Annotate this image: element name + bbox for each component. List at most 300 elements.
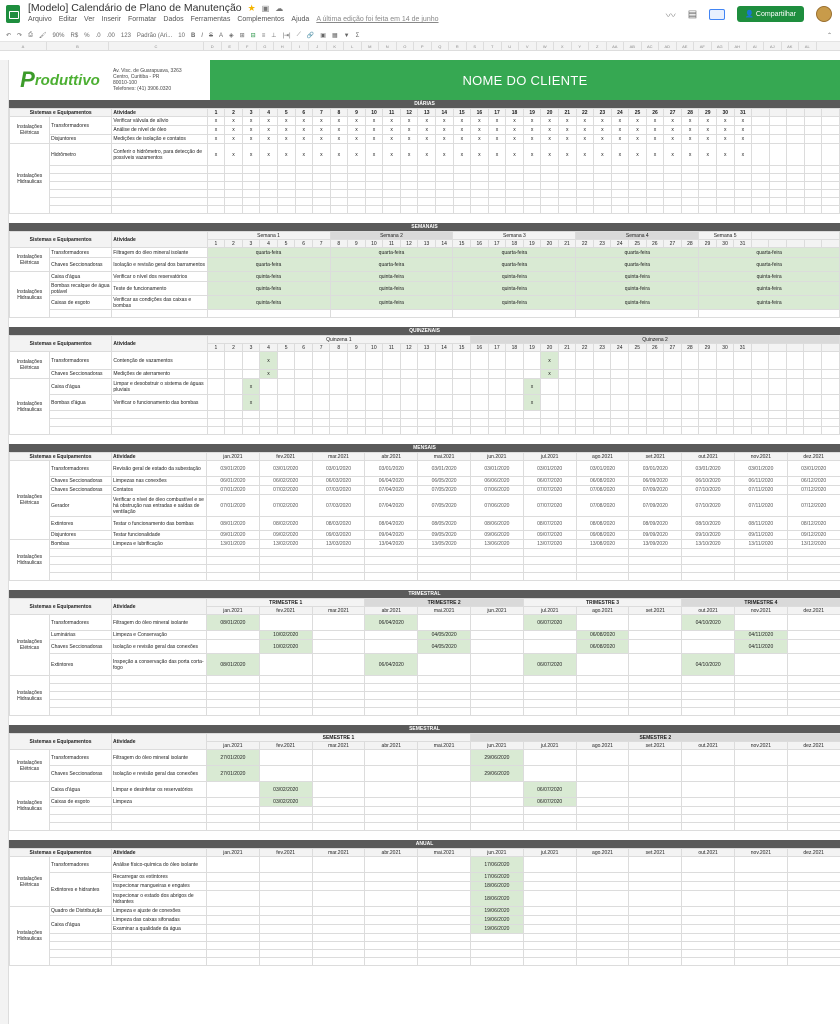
date-cell[interactable] [734,557,787,565]
date-cell[interactable] [312,557,365,565]
grid-cell[interactable] [112,934,207,942]
day-cell[interactable] [400,182,418,190]
column-header-AA[interactable]: AA [607,42,625,50]
day-cell[interactable] [207,190,225,198]
date-cell[interactable] [576,708,629,716]
day-cell[interactable] [558,352,576,370]
date-cell[interactable]: 13/08/2020 [576,540,629,549]
day-cell[interactable]: x [664,135,682,144]
date-cell[interactable]: 07/03/2020 [312,495,365,517]
day-cell[interactable]: x [453,117,471,126]
date-cell[interactable]: 06/06/2020 [470,477,523,486]
day-cell[interactable]: x [541,370,559,379]
column-header-K[interactable]: K [327,42,345,50]
grid-cell[interactable] [112,815,207,823]
day-cell[interactable]: x [734,144,752,166]
day-cell[interactable] [330,395,348,411]
date-cell[interactable] [259,766,312,782]
equipment-cell[interactable]: Extintores [50,517,112,531]
date-cell[interactable] [312,615,365,631]
activity-cell[interactable]: Testar o funcionamento das bombas [112,517,207,531]
date-cell[interactable]: 17/06/2020 [470,873,523,882]
day-cell[interactable]: x [471,126,489,135]
date-cell[interactable]: 07/12/2020 [787,486,840,495]
date-cell[interactable]: 06/12/2020 [787,477,840,486]
date-cell[interactable] [787,807,840,815]
date-cell[interactable] [365,549,418,557]
day-cell[interactable] [400,166,418,174]
day-cell[interactable]: x [330,144,348,166]
day-cell[interactable] [330,419,348,427]
day-cell[interactable]: x [594,126,612,135]
last-edit-link[interactable]: A última edição foi feita em 14 de junho [316,16,439,23]
date-cell[interactable] [312,807,365,815]
date-cell[interactable] [576,565,629,573]
date-cell[interactable] [365,692,418,700]
date-cell[interactable]: 07/06/2020 [470,486,523,495]
day-cell[interactable]: x [418,135,436,144]
activity-cell[interactable]: Limpeza e lubrificação [112,540,207,549]
empty-cell[interactable] [112,182,207,190]
date-cell[interactable] [787,700,840,708]
redo-icon[interactable]: ↷ [17,33,23,39]
date-cell[interactable] [312,958,365,966]
date-cell[interactable] [418,750,471,766]
date-cell[interactable] [523,815,576,823]
column-header-AE[interactable]: AE [677,42,695,50]
date-cell[interactable] [207,882,260,891]
day-cell[interactable] [646,427,664,435]
date-cell[interactable] [312,766,365,782]
date-cell[interactable] [418,676,471,684]
grid-cell[interactable] [50,692,112,700]
day-cell[interactable] [295,427,313,435]
equipment-cell[interactable]: Transformadores [50,461,112,477]
day-cell[interactable]: x [436,144,454,166]
date-cell[interactable] [787,857,840,873]
day-cell[interactable]: x [365,126,383,135]
week-day-cell[interactable]: quarta-feira [699,248,840,258]
day-cell[interactable] [769,144,787,166]
day-cell[interactable] [383,206,401,214]
date-cell[interactable] [682,766,735,782]
day-cell[interactable]: x [365,135,383,144]
date-cell[interactable] [470,798,523,807]
menu-formatar[interactable]: Formatar [128,16,157,23]
date-cell[interactable] [523,873,576,882]
date-cell[interactable]: 04/11/2020 [735,640,788,654]
date-cell[interactable] [734,882,787,891]
grid-cell[interactable] [50,823,112,831]
date-cell[interactable] [576,557,629,565]
font-size-select[interactable]: 10 [178,32,185,39]
week-day-cell[interactable]: quinta-feira [576,296,699,310]
grid-cell[interactable] [50,700,112,708]
date-cell[interactable] [312,750,365,766]
day-cell[interactable] [734,379,752,395]
day-cell[interactable] [611,174,629,182]
day-cell[interactable] [435,411,453,419]
day-cell[interactable]: x [699,117,717,126]
day-cell[interactable] [769,419,787,427]
date-cell[interactable] [523,958,576,966]
day-cell[interactable] [664,206,682,214]
day-cell[interactable] [348,427,366,435]
day-cell[interactable]: x [400,144,418,166]
date-cell[interactable]: 03/01/2020 [576,461,629,477]
day-cell[interactable] [787,190,805,198]
day-cell[interactable]: x [611,135,629,144]
date-cell[interactable]: 03/01/2020 [629,461,682,477]
day-cell[interactable] [365,379,383,395]
day-cell[interactable] [295,352,313,370]
date-cell[interactable] [365,798,418,807]
day-cell[interactable] [804,144,822,166]
day-cell[interactable] [558,166,576,174]
column-header-L[interactable]: L [344,42,362,50]
grid-cell[interactable] [50,934,112,942]
day-cell[interactable] [225,182,243,190]
day-cell[interactable] [471,174,489,182]
day-cell[interactable] [242,174,260,182]
week-day-cell[interactable]: quinta-feira [699,282,840,296]
day-cell[interactable] [435,370,453,379]
date-cell[interactable] [365,708,418,716]
date-cell[interactable] [787,958,840,966]
day-cell[interactable] [260,411,278,419]
column-header-M[interactable]: M [362,42,380,50]
date-cell[interactable] [471,640,524,654]
date-cell[interactable] [734,573,787,581]
move-folder-icon[interactable]: ▣ [261,3,270,13]
day-cell[interactable]: x [207,117,225,126]
date-cell[interactable] [418,873,471,882]
date-cell[interactable] [207,565,260,573]
date-cell[interactable] [523,684,576,692]
date-cell[interactable] [418,692,471,700]
day-cell[interactable] [506,411,524,419]
activity-cell[interactable]: Verificar o nível dos reservatórios [112,272,207,282]
day-cell[interactable] [804,166,822,174]
day-cell[interactable]: x [523,126,541,135]
date-cell[interactable] [523,573,576,581]
date-cell[interactable]: 08/12/2020 [787,517,840,531]
day-cell[interactable] [506,166,524,174]
day-cell[interactable] [804,182,822,190]
date-cell[interactable] [734,549,787,557]
column-header-P[interactable]: P [414,42,432,50]
rotate-icon[interactable]: ⟋ [296,32,301,38]
date-cell[interactable] [523,882,576,891]
day-cell[interactable] [751,427,769,435]
column-header-Z[interactable]: Z [589,42,607,50]
date-cell[interactable] [259,750,312,766]
date-cell[interactable] [418,573,471,581]
day-cell[interactable]: x [225,135,243,144]
day-cell[interactable] [752,135,770,144]
day-cell[interactable]: x [523,379,541,395]
day-cell[interactable]: x [383,135,401,144]
day-cell[interactable] [506,427,524,435]
column-header-Q[interactable]: Q [432,42,450,50]
day-cell[interactable] [787,126,805,135]
date-cell[interactable] [629,942,682,950]
date-cell[interactable]: 08/05/2020 [418,517,471,531]
date-cell[interactable]: 13/05/2020 [418,540,471,549]
grid-cell[interactable] [112,557,207,565]
day-cell[interactable] [769,182,787,190]
day-cell[interactable] [435,352,453,370]
day-cell[interactable] [523,206,541,214]
date-cell[interactable] [418,823,471,831]
activity-cell[interactable]: Isolação e revisão geral das conexões [112,640,207,654]
day-cell[interactable] [629,174,647,182]
activity-cell[interactable]: Contatos [112,486,207,495]
week-day-cell[interactable]: quarta-feira [453,258,576,272]
week-day-cell[interactable]: quarta-feira [207,258,330,272]
date-cell[interactable] [523,925,576,934]
day-cell[interactable]: x [664,144,682,166]
date-cell[interactable]: 04/11/2020 [735,631,788,640]
date-cell[interactable] [207,700,260,708]
week-day-cell[interactable]: quarta-feira [576,248,699,258]
day-cell[interactable] [383,166,401,174]
day-cell[interactable] [664,166,682,174]
equipment-cell[interactable]: Bombas d'água [50,395,112,411]
date-cell[interactable] [470,573,523,581]
empty-cell[interactable] [50,182,112,190]
day-cell[interactable] [313,182,331,190]
week-day-cell[interactable]: quarta-feira [576,258,699,272]
date-cell[interactable] [787,750,840,766]
day-cell[interactable] [435,419,453,427]
date-cell[interactable] [629,700,682,708]
date-cell[interactable] [365,934,418,942]
day-cell[interactable] [664,411,682,419]
day-cell[interactable]: x [348,135,366,144]
day-cell[interactable] [822,117,840,126]
date-cell[interactable]: 07/09/2020 [629,495,682,517]
equipment-cell[interactable]: Caixas de esgoto [50,296,112,310]
day-cell[interactable]: x [717,126,735,135]
date-cell[interactable] [523,700,576,708]
avatar[interactable] [816,6,832,22]
date-cell[interactable] [312,676,365,684]
day-cell[interactable] [716,370,734,379]
day-cell[interactable] [752,206,770,214]
day-cell[interactable] [348,379,366,395]
date-cell[interactable] [787,640,840,654]
date-cell[interactable]: 08/01/2020 [207,654,260,676]
date-cell[interactable] [629,807,682,815]
day-cell[interactable] [576,190,594,198]
date-cell[interactable] [312,573,365,581]
date-cell[interactable] [682,557,735,565]
date-cell[interactable]: 03/01/2020 [365,461,418,477]
currency-button[interactable]: R$ [70,32,79,39]
day-cell[interactable] [646,198,664,206]
paint-format-icon[interactable]: 🖌 [38,33,47,39]
date-cell[interactable]: 07/04/2020 [365,495,418,517]
day-cell[interactable] [611,166,629,174]
date-cell[interactable] [682,640,735,654]
date-cell[interactable] [471,654,524,676]
day-cell[interactable] [769,206,787,214]
date-cell[interactable] [682,873,735,882]
day-cell[interactable] [716,395,734,411]
day-cell[interactable] [611,419,629,427]
date-cell[interactable] [207,815,260,823]
day-cell[interactable] [488,427,506,435]
document-title[interactable]: [Modelo] Calendário de Plano de Manutenção [28,2,242,14]
date-cell[interactable] [259,950,312,958]
date-cell[interactable] [418,557,471,565]
day-cell[interactable] [593,370,611,379]
day-cell[interactable] [593,395,611,411]
day-cell[interactable] [699,206,717,214]
date-cell[interactable] [207,573,260,581]
day-cell[interactable] [769,411,787,419]
day-cell[interactable] [646,182,664,190]
grid-cell[interactable] [699,310,840,318]
day-cell[interactable] [822,370,840,379]
date-cell[interactable] [576,823,629,831]
activity-cell[interactable]: Conferir o hidrômetro, para detecção de possíveis vazamentos [112,144,207,166]
date-cell[interactable] [734,766,787,782]
date-cell[interactable] [418,654,471,676]
date-cell[interactable]: 03/02/2020 [259,798,312,807]
day-cell[interactable] [681,198,699,206]
day-cell[interactable] [681,411,699,419]
day-cell[interactable] [295,395,313,411]
date-cell[interactable] [682,684,735,692]
day-cell[interactable] [400,411,418,419]
day-cell[interactable] [576,182,594,190]
day-cell[interactable]: x [260,135,278,144]
day-cell[interactable] [541,166,559,174]
functions-icon[interactable]: Σ [355,32,360,39]
day-cell[interactable] [769,198,787,206]
date-cell[interactable]: 06/07/2020 [523,782,576,798]
day-cell[interactable] [471,198,489,206]
date-cell[interactable] [523,916,576,925]
day-cell[interactable] [734,395,752,411]
grid-cell[interactable] [112,419,207,427]
column-header-O[interactable]: O [397,42,415,50]
date-cell[interactable]: 07/01/2020 [207,495,260,517]
date-cell[interactable]: 19/06/2020 [470,907,523,916]
date-cell[interactable] [259,557,312,565]
date-cell[interactable] [470,782,523,798]
day-cell[interactable] [400,198,418,206]
date-cell[interactable] [365,807,418,815]
day-cell[interactable] [348,395,366,411]
empty-cell[interactable] [50,198,112,206]
fill-color-icon[interactable]: ◈ [229,33,234,39]
day-cell[interactable] [295,190,313,198]
grid-cell[interactable] [576,310,699,318]
date-cell[interactable] [471,684,524,692]
date-cell[interactable] [207,823,260,831]
column-header-N[interactable]: N [379,42,397,50]
day-cell[interactable]: x [717,117,735,126]
menu-ajuda[interactable]: Ajuda [291,16,310,23]
date-cell[interactable] [312,925,365,934]
day-cell[interactable]: x [488,126,506,135]
date-cell[interactable] [576,925,629,934]
day-cell[interactable] [664,174,682,182]
date-cell[interactable]: 03/01/2020 [470,461,523,477]
day-cell[interactable] [260,182,278,190]
day-cell[interactable]: x [506,117,524,126]
day-cell[interactable] [418,206,436,214]
activity-cell[interactable]: Inspecionar mangueiras e engates [112,882,207,891]
date-cell[interactable]: 08/09/2020 [629,517,682,531]
date-cell[interactable] [207,942,260,950]
day-cell[interactable] [629,190,647,198]
date-cell[interactable] [523,565,576,573]
date-cell[interactable]: 04/10/2020 [682,654,735,676]
day-cell[interactable] [664,182,682,190]
day-cell[interactable] [611,370,629,379]
filter-icon[interactable]: ▼ [343,32,350,39]
day-cell[interactable] [541,419,559,427]
day-cell[interactable] [365,198,383,206]
day-cell[interactable]: x [400,126,418,135]
date-cell[interactable] [682,750,735,766]
date-cell[interactable] [523,907,576,916]
day-cell[interactable] [681,370,699,379]
day-cell[interactable] [365,419,383,427]
grid-cell[interactable] [112,411,207,419]
day-cell[interactable] [646,174,664,182]
column-header-D[interactable]: D [204,42,222,50]
day-cell[interactable]: x [681,144,699,166]
date-cell[interactable] [682,916,735,925]
day-cell[interactable]: x [471,135,489,144]
date-cell[interactable] [629,557,682,565]
day-cell[interactable] [717,206,735,214]
date-cell[interactable] [365,882,418,891]
day-cell[interactable] [418,411,436,419]
empty-cell[interactable] [50,190,112,198]
day-cell[interactable] [611,190,629,198]
day-cell[interactable]: x [365,117,383,126]
day-cell[interactable] [295,379,313,395]
activity-cell[interactable]: Verificar as condições das caixas e bombas [112,296,207,310]
grid-cell[interactable] [112,573,207,581]
day-cell[interactable] [611,427,629,435]
day-cell[interactable] [611,182,629,190]
day-cell[interactable]: x [453,126,471,135]
date-cell[interactable] [259,684,312,692]
sheets-logo-icon[interactable] [6,5,20,23]
day-cell[interactable] [786,370,804,379]
day-cell[interactable] [225,206,243,214]
activity-cell[interactable]: Revisão geral de estado da subestação [112,461,207,477]
day-cell[interactable] [488,166,506,174]
day-cell[interactable] [488,182,506,190]
day-cell[interactable] [260,190,278,198]
day-cell[interactable] [628,352,646,370]
day-cell[interactable] [383,411,401,419]
day-cell[interactable]: x [225,126,243,135]
date-cell[interactable] [471,708,524,716]
day-cell[interactable] [822,174,840,182]
week-day-cell[interactable]: quinta-feira [453,282,576,296]
equipment-cell[interactable]: Transformadores [50,615,112,631]
date-cell[interactable] [629,631,682,640]
